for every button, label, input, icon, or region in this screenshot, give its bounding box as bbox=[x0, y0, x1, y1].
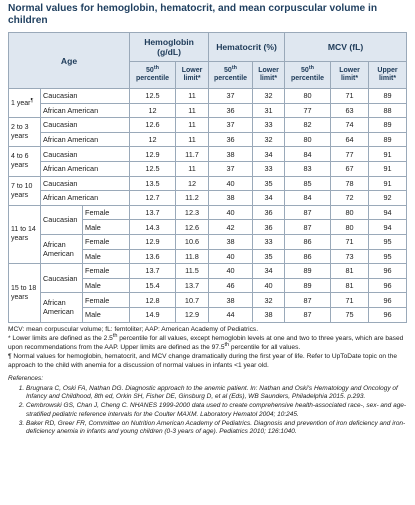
hgb-lower-cell: 11.2 bbox=[176, 191, 209, 206]
age-cell: 7 to 10 years bbox=[9, 176, 41, 205]
hct-50th-cell: 37 bbox=[209, 89, 253, 104]
hgb-lower-cell: 12.6 bbox=[176, 220, 209, 235]
hgb-50th-cell: 12.5 bbox=[130, 161, 176, 176]
hgb-lower-cell: 11.8 bbox=[176, 249, 209, 264]
mcv-lower-cell: 81 bbox=[331, 264, 369, 279]
hgb-50th-cell: 12 bbox=[130, 132, 176, 147]
mcv-lower-cell: 75 bbox=[331, 307, 369, 322]
race-cell: Caucasian bbox=[41, 264, 83, 293]
hct-50th-cell: 36 bbox=[209, 132, 253, 147]
hgb-50th-cell: 12.7 bbox=[130, 191, 176, 206]
hgb-lower-cell: 11 bbox=[176, 132, 209, 147]
mcv-upper-header: Upper limit* bbox=[369, 62, 407, 89]
mcv-lower-cell: 81 bbox=[331, 278, 369, 293]
hct-lower-cell: 38 bbox=[253, 307, 285, 322]
race-cell: Caucasian bbox=[41, 89, 130, 104]
reference-item: 2. Cembrowski GS, Chan J, Cheng C. NHANES 1999-2000 data used to create comprehensive health-associated race-, sex- and age-stratified pediatric reference intervals for the Coulter MAXM. Laboratory Hematol 2004; 10:245. bbox=[26, 402, 407, 419]
hgb-lower-cell: 11.7 bbox=[176, 147, 209, 162]
hct-50th-cell: 44 bbox=[209, 307, 253, 322]
mcv-upper-cell: 89 bbox=[369, 118, 407, 133]
hgb-50th-cell: 13.5 bbox=[130, 176, 176, 191]
reference-item: 3. Baker RD, Greer FR, Committee on Nutrition American Academy of Pediatrics. Diagnosis and prevention of iron deficiency and iron-deficiency anemia in infants and young children (0-3 years of age). Pediatrics 2010; 126:1040. bbox=[26, 420, 407, 437]
hct-50th-header: 50th percentile bbox=[209, 62, 253, 89]
race-cell: Caucasian bbox=[41, 205, 83, 234]
hgb-lower-cell: 11.5 bbox=[176, 264, 209, 279]
mcv-lower-header: Lower limit* bbox=[331, 62, 369, 89]
hgb-50th-cell: 12.9 bbox=[130, 147, 176, 162]
hct-lower-cell: 35 bbox=[253, 249, 285, 264]
hgb-50th-cell: 13.7 bbox=[130, 264, 176, 279]
hct-50th-cell: 38 bbox=[209, 293, 253, 308]
hct-lower-cell: 36 bbox=[253, 220, 285, 235]
mcv-50th-header: 50th percentile bbox=[285, 62, 331, 89]
values-table bbox=[8, 32, 407, 323]
hct-lower-cell: 35 bbox=[253, 176, 285, 191]
hct-lower-cell: 33 bbox=[253, 118, 285, 133]
mcv-50th-cell: 80 bbox=[285, 89, 331, 104]
mcv-upper-cell: 96 bbox=[369, 307, 407, 322]
hct-lower-cell: 32 bbox=[253, 293, 285, 308]
abbreviations-note: MCV: mean corpuscular volume; fL: femtoliter; AAP: American Academy of Pediatrics. bbox=[8, 325, 259, 333]
hgb-50th-cell: 15.4 bbox=[130, 278, 176, 293]
mcv-50th-cell: 83 bbox=[285, 161, 331, 176]
hct-lower-cell: 36 bbox=[253, 205, 285, 220]
hgb-50th-cell: 13.6 bbox=[130, 249, 176, 264]
sex-cell: Female bbox=[83, 293, 130, 308]
race-cell: Caucasian bbox=[41, 176, 130, 191]
infant-note: ¶ Normal values for hemoglobin, hematocrit, and MCV change dramatically during the first year of life. Refer to UpToDate topic on the approach to the child with anemia for a discussion of normal values in infants <1 year old. bbox=[8, 353, 398, 369]
sex-cell: Male bbox=[83, 220, 130, 235]
hgb-50th-cell: 14.3 bbox=[130, 220, 176, 235]
hct-lower-cell: 33 bbox=[253, 161, 285, 176]
hgb-lower-cell: 10.7 bbox=[176, 293, 209, 308]
race-cell: Caucasian bbox=[41, 118, 130, 133]
mcv-upper-cell: 96 bbox=[369, 264, 407, 279]
hgb-50th-cell: 14.9 bbox=[130, 307, 176, 322]
table-row bbox=[9, 234, 407, 249]
mcv-lower-cell: 80 bbox=[331, 220, 369, 235]
hgb-50th-cell: 12.5 bbox=[130, 89, 176, 104]
mcv-header: MCV (fL) bbox=[285, 33, 407, 62]
hgb-lower-cell: 10.6 bbox=[176, 234, 209, 249]
mcv-upper-cell: 91 bbox=[369, 147, 407, 162]
mcv-50th-cell: 84 bbox=[285, 191, 331, 206]
hgb-lower-cell: 12.9 bbox=[176, 307, 209, 322]
hct-50th-cell: 42 bbox=[209, 220, 253, 235]
mcv-upper-cell: 91 bbox=[369, 161, 407, 176]
age-cell: 11 to 14 years bbox=[9, 205, 41, 263]
mcv-lower-cell: 67 bbox=[331, 161, 369, 176]
hct-50th-cell: 40 bbox=[209, 249, 253, 264]
race-cell: African American bbox=[41, 103, 130, 118]
mcv-upper-cell: 95 bbox=[369, 249, 407, 264]
mcv-50th-cell: 87 bbox=[285, 307, 331, 322]
hct-50th-cell: 38 bbox=[209, 147, 253, 162]
age-cell: 15 to 18 years bbox=[9, 264, 41, 322]
mcv-50th-cell: 86 bbox=[285, 249, 331, 264]
table-row bbox=[9, 176, 407, 191]
table-row bbox=[9, 103, 407, 118]
mcv-upper-cell: 94 bbox=[369, 205, 407, 220]
hgb-50th-cell: 12.6 bbox=[130, 118, 176, 133]
hgb-lower-cell: 12.3 bbox=[176, 205, 209, 220]
sex-cell: Female bbox=[83, 264, 130, 279]
mcv-50th-cell: 87 bbox=[285, 220, 331, 235]
hct-lower-cell: 34 bbox=[253, 147, 285, 162]
hgb-50th-cell: 12 bbox=[130, 103, 176, 118]
table-row bbox=[9, 89, 407, 104]
table-row bbox=[9, 293, 407, 308]
hgb-lower-header: Lower limit* bbox=[176, 62, 209, 89]
hct-lower-cell: 31 bbox=[253, 103, 285, 118]
mcv-lower-cell: 74 bbox=[331, 118, 369, 133]
mcv-lower-cell: 71 bbox=[331, 89, 369, 104]
footnotes bbox=[8, 326, 407, 371]
mcv-50th-cell: 77 bbox=[285, 103, 331, 118]
hgb-50th-cell: 12.9 bbox=[130, 234, 176, 249]
table-row bbox=[9, 205, 407, 220]
mcv-50th-cell: 85 bbox=[285, 176, 331, 191]
page-title: Normal values for hemoglobin, hematocrit, and mean corpuscular volume in children bbox=[8, 3, 378, 26]
race-cell: African American bbox=[41, 132, 130, 147]
table-row bbox=[9, 191, 407, 206]
mcv-50th-cell: 89 bbox=[285, 264, 331, 279]
sex-cell: Male bbox=[83, 249, 130, 264]
mcv-lower-cell: 71 bbox=[331, 293, 369, 308]
hct-lower-cell: 34 bbox=[253, 264, 285, 279]
hgb-50th-cell: 12.8 bbox=[130, 293, 176, 308]
table-row bbox=[9, 132, 407, 147]
hgb-lower-cell: 12 bbox=[176, 176, 209, 191]
hct-50th-cell: 40 bbox=[209, 264, 253, 279]
mcv-50th-cell: 80 bbox=[285, 132, 331, 147]
table-row bbox=[9, 147, 407, 162]
mcv-50th-cell: 87 bbox=[285, 293, 331, 308]
hct-50th-cell: 38 bbox=[209, 234, 253, 249]
age-cell: 4 to 6 years bbox=[9, 147, 41, 176]
hgb-lower-cell: 11 bbox=[176, 118, 209, 133]
lower-limit-note: * Lower limits are defined as the 2.5th percentile for all values, except hemoglobin levels at one and two to three years, which are based upon recommendations from the AAP. Upper limits are defined as the 97.5th percentile for all values. bbox=[8, 333, 404, 351]
hgb-lower-cell: 11 bbox=[176, 103, 209, 118]
hct-50th-cell: 38 bbox=[209, 191, 253, 206]
mcv-upper-cell: 89 bbox=[369, 89, 407, 104]
table-row bbox=[9, 161, 407, 176]
mcv-50th-cell: 84 bbox=[285, 147, 331, 162]
sex-cell: Male bbox=[83, 307, 130, 322]
hct-lower-cell: 32 bbox=[253, 89, 285, 104]
reference-item: 1. Brugnara C, Oski FA, Nathan DG. Diagnostic approach to the anemic patient. In: Nathan and Oski's Hematology and Oncology of Infancy and Childhood, 8th ed, Orkin SH, Fisher DE, Ginsburg D, et al (Eds), WB Saunders, Philadelphia 2015. p.293. bbox=[26, 385, 407, 402]
mcv-upper-cell: 92 bbox=[369, 191, 407, 206]
hgb-50th-cell: 13.7 bbox=[130, 205, 176, 220]
race-cell: Caucasian bbox=[41, 147, 130, 162]
mcv-upper-cell: 96 bbox=[369, 278, 407, 293]
mcv-upper-cell: 96 bbox=[369, 293, 407, 308]
hct-lower-header: Lower limit* bbox=[253, 62, 285, 89]
mcv-upper-cell: 95 bbox=[369, 234, 407, 249]
mcv-lower-cell: 64 bbox=[331, 132, 369, 147]
mcv-lower-cell: 78 bbox=[331, 176, 369, 191]
hct-50th-cell: 46 bbox=[209, 278, 253, 293]
age-cell: 1 year¶ bbox=[9, 89, 41, 118]
references-list bbox=[8, 385, 407, 437]
mcv-lower-cell: 73 bbox=[331, 249, 369, 264]
hct-lower-cell: 34 bbox=[253, 191, 285, 206]
mcv-upper-cell: 94 bbox=[369, 220, 407, 235]
hct-50th-cell: 40 bbox=[209, 205, 253, 220]
hct-lower-cell: 40 bbox=[253, 278, 285, 293]
mcv-lower-cell: 72 bbox=[331, 191, 369, 206]
race-cell: African American bbox=[41, 293, 83, 322]
table-row bbox=[9, 118, 407, 133]
hgb-lower-cell: 11 bbox=[176, 161, 209, 176]
age-header: Age bbox=[9, 33, 130, 89]
hgb-50th-header: 50th percentile bbox=[130, 62, 176, 89]
race-cell: African American bbox=[41, 191, 130, 206]
table-row bbox=[9, 264, 407, 279]
mcv-50th-cell: 86 bbox=[285, 234, 331, 249]
sex-cell: Female bbox=[83, 205, 130, 220]
mcv-50th-cell: 82 bbox=[285, 118, 331, 133]
sex-cell: Male bbox=[83, 278, 130, 293]
race-cell: African American bbox=[41, 161, 130, 176]
references-heading: References: bbox=[8, 375, 44, 383]
mcv-lower-cell: 77 bbox=[331, 147, 369, 162]
hct-50th-cell: 37 bbox=[209, 118, 253, 133]
table-body bbox=[9, 89, 407, 323]
hct-50th-cell: 36 bbox=[209, 103, 253, 118]
references bbox=[8, 375, 407, 436]
mcv-upper-cell: 89 bbox=[369, 132, 407, 147]
hct-50th-cell: 37 bbox=[209, 161, 253, 176]
race-cell: African American bbox=[41, 234, 83, 263]
hct-lower-cell: 33 bbox=[253, 234, 285, 249]
mcv-upper-cell: 88 bbox=[369, 103, 407, 118]
hct-50th-cell: 40 bbox=[209, 176, 253, 191]
sex-cell: Female bbox=[83, 234, 130, 249]
mcv-lower-cell: 63 bbox=[331, 103, 369, 118]
mcv-lower-cell: 80 bbox=[331, 205, 369, 220]
mcv-upper-cell: 91 bbox=[369, 176, 407, 191]
mcv-50th-cell: 89 bbox=[285, 278, 331, 293]
hct-lower-cell: 32 bbox=[253, 132, 285, 147]
mcv-lower-cell: 71 bbox=[331, 234, 369, 249]
hematocrit-header: Hematocrit (%) bbox=[209, 33, 285, 62]
hemoglobin-header: Hemoglobin (g/dL) bbox=[130, 33, 209, 62]
hgb-lower-cell: 11 bbox=[176, 89, 209, 104]
hgb-lower-cell: 13.7 bbox=[176, 278, 209, 293]
mcv-50th-cell: 87 bbox=[285, 205, 331, 220]
age-cell: 2 to 3 years bbox=[9, 118, 41, 147]
